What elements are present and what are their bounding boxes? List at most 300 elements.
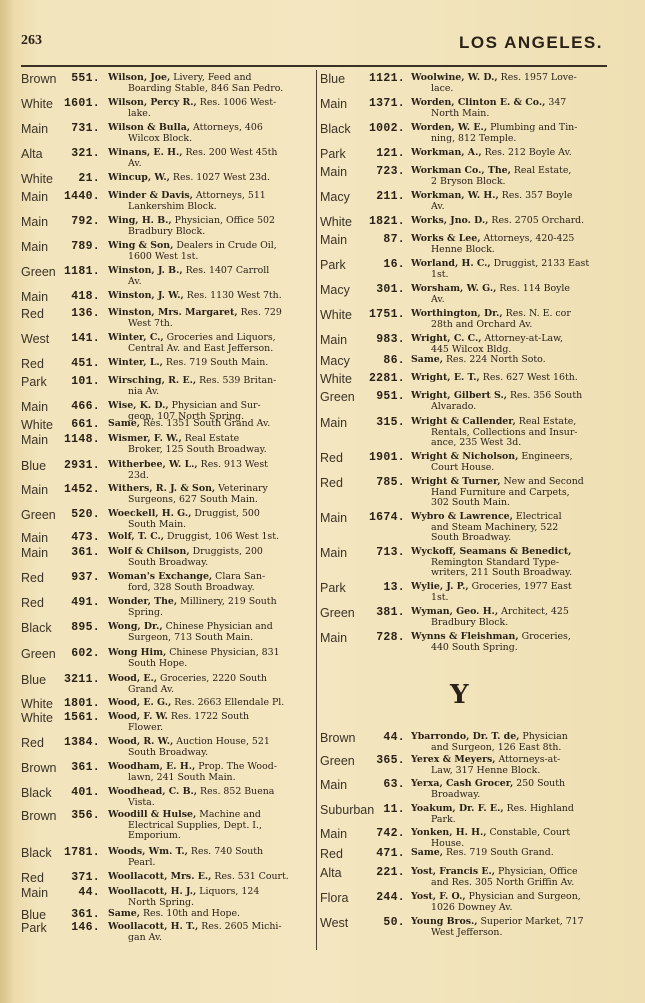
phone-number: 16.: [383, 258, 405, 271]
listing-detail: Real Estate,: [510, 166, 572, 176]
listing-detail: Attorney-at-Law,: [481, 334, 564, 344]
listing-name: Wright & Nicholson,: [411, 452, 519, 462]
exchange-name: White: [320, 215, 352, 229]
listing-name: Wise, K. D.,: [108, 401, 169, 411]
listing-text: [108, 358, 311, 369]
listing-detail: Auction House, 521: [173, 737, 270, 747]
listing-text: [108, 434, 311, 455]
exchange-name: Main: [320, 233, 348, 247]
exchange-name: Main: [320, 416, 348, 430]
phone-number: 13.: [383, 581, 405, 594]
listing-line: [108, 333, 311, 344]
listing-continuation: 302 South Main.: [431, 498, 510, 509]
listing-line: [108, 547, 311, 558]
listing-name: Same,: [411, 355, 443, 365]
listing-detail: Groceries, 1977 East: [468, 582, 572, 592]
listing-continuation: 23d.: [128, 470, 149, 481]
exchange-name: Brown: [21, 761, 57, 775]
phone-number: 418.: [71, 290, 100, 303]
listing-continuation: Surgeon, 713 South Main.: [128, 632, 254, 643]
phone-number: 1371.: [368, 97, 405, 110]
exchange-name: Macy: [320, 354, 350, 368]
listing-continuation: and Res. 305 North Griffin Av.: [431, 877, 575, 888]
listing-detail: Res. 1130 West 7th.: [183, 291, 282, 301]
listing-continuation: South Main.: [128, 519, 187, 530]
listing-continuation: Electrical Supplies, Dept. I.,: [128, 820, 262, 831]
phone-number: 11.: [383, 803, 405, 816]
listing-name: Woodham, E. H.,: [108, 762, 196, 772]
listing-detail: Druggist, 106 West 1st.: [164, 532, 279, 542]
exchange-name: Black: [21, 846, 52, 860]
listing-name: Woolwine, W. D.,: [411, 73, 498, 83]
listing-detail: Groceries, 2220 South: [157, 674, 267, 684]
listing-detail: Druggists, 200: [189, 547, 263, 557]
listing-detail: Res. 2663 Ellendale Pl.: [171, 698, 285, 708]
listing-detail: Dealers in Crude Oil,: [173, 241, 277, 251]
listing-name: Woodill & Hulse,: [108, 810, 197, 820]
listing-continuation: Bradbury Block.: [128, 226, 206, 237]
listing-continuation: nia Av.: [128, 386, 160, 397]
listing-line: [108, 460, 311, 471]
listing-name: Winston, J. W.,: [108, 291, 184, 301]
phone-number: 937.: [71, 571, 100, 584]
listing-name: Wilson, Percy R.,: [108, 98, 197, 108]
listing-text: [108, 810, 311, 842]
listing-line: [108, 73, 311, 84]
listing-name: Woollacott, Mrs. E.,: [108, 872, 212, 882]
exchange-name: White: [21, 697, 53, 711]
exchange-name: Red: [320, 476, 343, 490]
listing-line: [411, 477, 612, 488]
listing-continuation: 440 South Spring.: [431, 642, 518, 653]
phone-number: 121.: [376, 147, 405, 160]
listing-name: Yerxa, Cash Grocer,: [411, 779, 514, 789]
listing-name: Works, Jno. D.,: [411, 216, 489, 226]
phone-number: 1751.: [368, 308, 405, 321]
listing-detail: Machine and: [196, 810, 261, 820]
listing-text: [108, 847, 311, 868]
exchange-name: Green: [21, 265, 56, 279]
exchange-name: Green: [21, 508, 56, 522]
listing-detail: Druggist, 2133 East: [490, 259, 590, 269]
phone-number: 520.: [71, 508, 100, 521]
listing-name: Woollacott, H. T.,: [108, 922, 199, 932]
listing-line: [108, 419, 311, 430]
listing-continuation: and Surgeon, 126 East 8th.: [431, 742, 562, 753]
listing-name: Workman Co., The,: [411, 166, 511, 176]
listing-name: Wing & Son,: [108, 241, 174, 251]
exchange-name: Park: [320, 581, 346, 595]
listing-text: [108, 698, 311, 709]
listing-name: Wright, C. C.,: [411, 334, 482, 344]
phone-number: 146.: [71, 921, 100, 934]
exchange-name: Blue: [320, 72, 346, 86]
phone-number: 1821.: [368, 215, 405, 228]
exchange-name: Red: [21, 357, 44, 371]
listing-name: Wilson & Bulla,: [108, 123, 191, 133]
listing-continuation: Hand Furniture and Carpets,: [431, 487, 570, 498]
listing-name: Wood, R. W.,: [108, 737, 174, 747]
listing-continuation: Henne Block.: [431, 244, 495, 255]
exchange-name: Main: [320, 333, 348, 347]
listing-line: [411, 607, 612, 618]
phone-number: 401.: [71, 786, 100, 799]
listing-detail: Attorneys, 420-425: [480, 234, 575, 244]
listing-continuation: Remington Standard Type-: [431, 557, 560, 568]
listing-continuation: Court House.: [431, 462, 495, 473]
listing-continuation: 1st.: [431, 592, 449, 603]
listing-text: [108, 148, 311, 169]
listing-detail: Res. 1957 Love-: [497, 73, 577, 83]
listing-detail: Res. 1351 South Grand Av.: [140, 419, 271, 429]
listing-continuation: 1026 Downey Av.: [431, 902, 513, 913]
listing-name: Wylie, J. P.,: [411, 582, 469, 592]
phone-number: 1440.: [63, 190, 100, 203]
exchange-name: Alta: [320, 866, 342, 880]
listing-detail: Physician and Surgeon,: [465, 892, 581, 902]
listing-text: [108, 872, 311, 883]
listing-continuation: South Broadway.: [128, 557, 209, 568]
exchange-name: Park: [21, 375, 47, 389]
listing-name: Wright & Callender,: [411, 417, 516, 427]
exchange-name: Red: [21, 571, 44, 585]
listing-name: Yonken, H. H.,: [411, 828, 487, 838]
listing-continuation: Av.: [431, 294, 445, 305]
listing-detail: Prop. The Wood-: [195, 762, 277, 772]
listing-detail: Res. 2705 Orchard.: [488, 216, 585, 226]
listing-text: [411, 755, 612, 776]
exchange-name: Flora: [320, 891, 349, 905]
listing-text: [411, 632, 612, 653]
listing-name: Winston, Mrs. Margaret,: [108, 308, 238, 318]
listing-detail: Physician, Office: [495, 867, 578, 877]
listing-line: [411, 732, 612, 743]
exchange-name: Main: [21, 215, 49, 229]
listing-name: Same,: [108, 419, 140, 429]
phone-number: 301.: [376, 283, 405, 296]
listing-name: Young Bros.,: [411, 917, 478, 927]
listing-line: [108, 358, 311, 369]
listing-continuation: 445 Wilcox Bldg.: [431, 344, 512, 355]
listing-name: Wong Him,: [108, 648, 167, 658]
exchange-name: Red: [21, 871, 44, 885]
listing-continuation: 1600 West 1st.: [128, 251, 199, 262]
listing-line: [108, 266, 311, 277]
listing-text: [108, 98, 311, 119]
listing-text: [411, 512, 612, 544]
column-divider: [316, 70, 317, 950]
listing-line: [108, 712, 311, 723]
section-letter: Y: [450, 680, 471, 710]
exchange-name: Suburban: [320, 803, 375, 817]
listing-name: Wonder, The,: [108, 597, 178, 607]
listing-continuation: Av.: [128, 276, 142, 287]
listing-detail: Res. 357 Boyle: [498, 191, 573, 201]
listing-detail: Real Estate: [181, 434, 240, 444]
listing-name: Wood, F. W.: [108, 712, 168, 722]
listing-line: [108, 847, 311, 858]
listing-continuation: Grand Av.: [128, 684, 175, 695]
listing-continuation: Spring.: [128, 607, 163, 618]
listing-detail: Architect, 425: [498, 607, 569, 617]
listing-detail: Superior Market, 717: [477, 917, 584, 927]
listing-line: [108, 509, 311, 520]
listing-text: [411, 452, 612, 473]
phone-number: 361.: [71, 546, 100, 559]
listing-detail: Clara San-: [212, 572, 266, 582]
listing-text: [411, 166, 612, 187]
listing-continuation: Wilcox Block.: [128, 133, 193, 144]
listing-name: Woods, Wm. T.,: [108, 847, 188, 857]
listing-line: [108, 123, 311, 134]
listing-detail: New and Second: [500, 477, 584, 487]
listing-name: Worland, H. C.,: [411, 259, 491, 269]
listing-name: Woodhead, C. B.,: [108, 787, 198, 797]
listing-continuation: West 7th.: [128, 318, 173, 329]
exchange-name: Green: [320, 606, 355, 620]
exchange-name: Black: [21, 786, 52, 800]
exchange-name: Red: [21, 736, 44, 750]
listing-line: [411, 632, 612, 643]
listing-line: [411, 755, 612, 766]
phone-number: 1901.: [368, 451, 405, 464]
listing-text: [108, 547, 311, 568]
listing-name: Wybro & Lawrence,: [411, 512, 513, 522]
listing-detail: Physician, Office 502: [171, 216, 275, 226]
listing-detail: Druggist, 500: [191, 509, 260, 519]
phone-number: 211.: [376, 190, 405, 203]
listing-text: [108, 674, 311, 695]
listing-text: [411, 477, 612, 509]
listing-line: [411, 216, 612, 227]
phone-number: 466.: [71, 400, 100, 413]
listing-text: [411, 732, 612, 753]
listing-continuation: House.: [431, 838, 465, 849]
phone-number: 365.: [376, 754, 405, 767]
phone-number: 551.: [71, 72, 100, 85]
listing-name: Wright & Turner,: [411, 477, 501, 487]
listing-detail: Res. 212 Boyle Av.: [481, 148, 572, 158]
listing-name: Woeckell, H. G.,: [108, 509, 192, 519]
listing-text: [108, 333, 311, 354]
listing-detail: Attorneys, 511: [192, 191, 266, 201]
listing-line: [108, 648, 311, 659]
listing-detail: Physician and Sur-: [168, 401, 261, 411]
listing-text: [411, 355, 612, 366]
listing-detail: Res. 729: [237, 308, 282, 318]
listing-name: Yerex & Meyers,: [411, 755, 496, 765]
listing-detail: Res. 1722 South: [167, 712, 250, 722]
exchange-name: Main: [320, 165, 348, 179]
phone-number: 1002.: [368, 122, 405, 135]
listing-continuation: Boarding Stable, 846 San Pedro.: [128, 83, 284, 94]
listing-text: [108, 532, 311, 543]
listing-line: [108, 787, 311, 798]
listing-line: [411, 547, 612, 558]
phone-number: 983.: [376, 333, 405, 346]
listing-detail: Constable, Court: [486, 828, 571, 838]
listing-continuation: Pearl.: [128, 857, 156, 868]
listing-line: [108, 291, 311, 302]
exchange-name: Macy: [320, 283, 350, 297]
listing-line: [108, 401, 311, 412]
listing-continuation: Emporium.: [128, 831, 181, 842]
header-rule: [21, 65, 607, 67]
listing-name: Works & Lee,: [411, 234, 481, 244]
phone-number: 101.: [71, 375, 100, 388]
listing-text: [411, 391, 612, 412]
listing-detail: Res. 114 Boyle: [496, 284, 570, 294]
listing-line: [411, 512, 612, 523]
listing-line: [108, 191, 311, 202]
listing-continuation: Broadway.: [431, 789, 481, 800]
phone-number: 1561.: [63, 711, 100, 724]
listing-line: [411, 234, 612, 245]
phone-number: 3211.: [63, 673, 100, 686]
listing-continuation: lace.: [431, 83, 454, 94]
phone-number: 1452.: [63, 483, 100, 496]
listing-text: [411, 582, 612, 603]
listing-text: [108, 123, 311, 144]
listing-line: [108, 376, 311, 387]
listing-name: Winder & Davis,: [108, 191, 193, 201]
exchange-name: Red: [320, 451, 343, 465]
listing-continuation: lawn, 241 South Main.: [128, 772, 236, 783]
listing-text: [411, 779, 612, 800]
phone-number: 1801.: [63, 697, 100, 710]
listing-detail: Livery, Feed and: [170, 73, 252, 83]
listing-continuation: Surgeons, 627 South Main.: [128, 494, 258, 505]
listing-continuation: Av.: [431, 201, 445, 212]
listing-line: [108, 597, 311, 608]
phone-number: 86.: [383, 354, 405, 367]
phone-number: 471.: [376, 847, 405, 860]
listing-name: Wright, E. T.,: [411, 373, 480, 383]
listing-line: [108, 216, 311, 227]
listing-line: [411, 417, 612, 428]
exchange-name: Main: [21, 433, 49, 447]
phone-number: 371.: [71, 871, 100, 884]
exchange-name: Blue: [21, 908, 47, 922]
listing-line: [108, 922, 311, 933]
listing-detail: Engineers,: [518, 452, 573, 462]
phone-number: 895.: [71, 621, 100, 634]
listing-line: [411, 355, 612, 366]
listing-continuation: Alvarado.: [431, 401, 477, 412]
listing-name: Ybarrondo, Dr. T. de,: [411, 732, 520, 742]
phone-number: 785.: [376, 476, 405, 489]
listing-name: Worsham, W. G.,: [411, 284, 497, 294]
listing-detail: Groceries,: [518, 632, 571, 642]
phone-number: 951.: [376, 390, 405, 403]
exchange-name: West: [320, 916, 349, 930]
listing-name: Worden, Clinton E. & Co.,: [411, 98, 546, 108]
listing-text: [108, 308, 311, 329]
listing-name: Winter, C.,: [108, 333, 164, 343]
exchange-name: Green: [21, 647, 56, 661]
exchange-name: White: [21, 711, 53, 725]
exchange-name: Main: [21, 290, 49, 304]
listing-continuation: Central Av. and East Jefferson.: [128, 343, 274, 354]
listing-line: [108, 241, 311, 252]
listing-detail: Res. 719 South Grand.: [443, 848, 554, 858]
listing-detail: Electrical: [512, 512, 562, 522]
listing-text: [411, 309, 612, 330]
listing-line: [411, 284, 612, 295]
listing-name: Worthington, Dr.,: [411, 309, 503, 319]
listing-name: Yost, F. O.,: [411, 892, 466, 902]
listing-continuation: Flower.: [128, 722, 164, 733]
listing-detail: Res. 913 West: [197, 460, 268, 470]
listing-detail: 347: [545, 98, 567, 108]
listing-line: [411, 191, 612, 202]
listing-detail: Liquors, 124: [196, 887, 260, 897]
listing-continuation: ning, 812 Temple.: [431, 133, 517, 144]
listing-line: [411, 828, 612, 839]
listing-text: [411, 828, 612, 849]
listing-name: Workman, W. H.,: [411, 191, 499, 201]
listing-line: [108, 872, 311, 883]
listing-detail: Res. 200 West 45th: [182, 148, 278, 158]
listing-text: [411, 284, 612, 305]
listing-detail: Plumbing and Tin-: [487, 123, 578, 133]
listing-name: Wincup, W.,: [108, 173, 170, 183]
listing-text: [108, 266, 311, 287]
listing-line: [411, 259, 612, 270]
listing-text: [108, 291, 311, 302]
listing-line: [411, 166, 612, 177]
listing-name: Woollacott, H. J.,: [108, 887, 197, 897]
phone-number: 321.: [71, 147, 100, 160]
exchange-name: Main: [320, 97, 348, 111]
exchange-name: Main: [21, 240, 49, 254]
listing-text: [411, 373, 612, 384]
phone-number: 1121.: [368, 72, 405, 85]
listing-line: [411, 309, 612, 320]
exchange-name: Blue: [21, 673, 47, 687]
phone-number: 1148.: [63, 433, 100, 446]
listing-name: Winter, L.,: [108, 358, 163, 368]
phone-number: 356.: [71, 809, 100, 822]
listing-text: [411, 73, 612, 94]
listing-text: [108, 762, 311, 783]
exchange-name: White: [320, 372, 352, 386]
phone-number: 361.: [71, 908, 100, 921]
exchange-name: Red: [21, 307, 44, 321]
listing-text: [108, 484, 311, 505]
phone-number: 87.: [383, 233, 405, 246]
listing-text: [108, 712, 311, 733]
exchange-name: Green: [320, 754, 355, 768]
phone-number: 44.: [383, 731, 405, 744]
exchange-name: Main: [21, 546, 49, 560]
listing-text: [411, 892, 612, 913]
listing-line: [108, 308, 311, 319]
exchange-name: Park: [320, 147, 346, 161]
listing-text: [108, 737, 311, 758]
listing-text: [108, 572, 311, 593]
exchange-name: Main: [21, 531, 49, 545]
listing-name: Witherbee, W. L.,: [108, 460, 198, 470]
listing-text: [411, 148, 612, 159]
exchange-name: Brown: [21, 72, 57, 86]
listing-detail: Res. 531 Court.: [211, 872, 289, 882]
listing-name: Wong, Dr.,: [108, 622, 163, 632]
listing-detail: Res. 852 Buena: [197, 787, 275, 797]
listing-name: Wing, H. B.,: [108, 216, 172, 226]
listing-detail: Res. 224 North Soto.: [443, 355, 546, 365]
listing-continuation: 1st.: [431, 269, 449, 280]
